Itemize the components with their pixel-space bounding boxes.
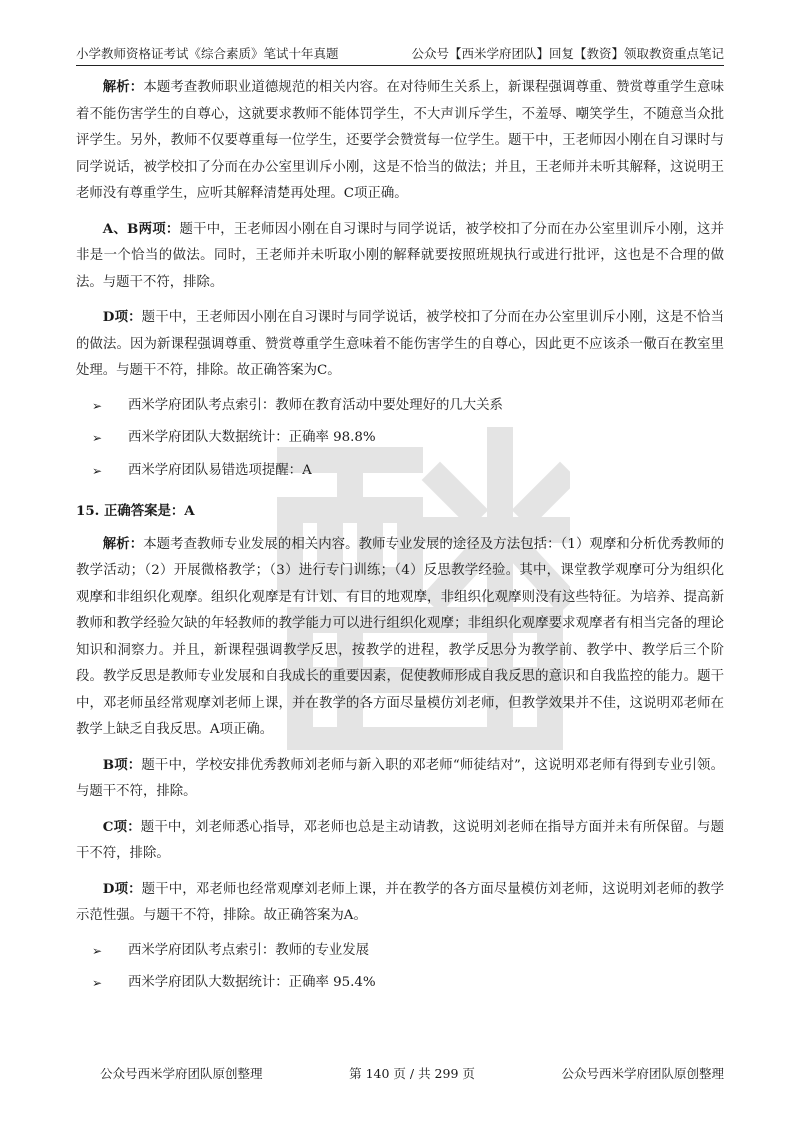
q15-bullet-text: 西米学府团队考点索引：教师的专业发展 xyxy=(128,942,370,958)
header-left: 小学教师资格证考试《综合素质》笔试十年真题 xyxy=(76,46,339,61)
q15-bullet-text: 西米学府团队大数据统计：正确率 95.4% xyxy=(128,975,376,990)
arrow-bullet-icon: ➢ xyxy=(92,463,103,478)
q14-ab-text: 题干中，王老师因小刚在自习课时与同学说话，被学校扣了分而在办公室里训斥小刚，这并非是一个恰当的做法。同时，王老师并未听取小刚的解释就要按照班规执行或进行批评，这也是不合理的做法。与题干不符，排除。 xyxy=(76,221,724,290)
arrow-bullet-icon: ➢ xyxy=(92,943,103,958)
q14-bullet-text: 西米学府团队易错选项提醒：A xyxy=(128,462,312,478)
q14-bullet-text: 西米学府团队大数据统计：正确率 98.8% xyxy=(128,430,376,445)
q15-option-d xyxy=(76,876,724,930)
q15-d-text: 题干中，邓老师也经常观摩刘老师上课，并在教学的各方面尽量模仿刘老师，这说明刘老师的教学示范性强。与题干不符，排除。故正确答案为A。 xyxy=(76,881,724,923)
footer-left: 公众号西米学府团队原创整理 xyxy=(100,1066,263,1081)
q15-analysis-label: 解析： xyxy=(102,535,144,552)
q15-bullet xyxy=(76,970,724,997)
q15-option-b xyxy=(76,752,724,806)
q15-c-text: 题干中，刘老师悉心指导，邓老师也总是主动请教，这说明刘老师在指导方面并未有所保留。与题干不符，排除。 xyxy=(76,819,724,861)
q14-bullet xyxy=(76,425,724,452)
q15-analysis xyxy=(76,531,724,744)
arrow-bullet-icon: ➢ xyxy=(92,976,103,990)
q14-ab-label: A、B两项： xyxy=(102,220,180,237)
page-number: 第 140 页 / 共 299 页 xyxy=(349,1066,475,1081)
arrow-bullet-icon: ➢ xyxy=(92,398,103,413)
q15-c-label: C项： xyxy=(102,818,141,835)
q14-analysis-text: 本题考查教师职业道德规范的相关内容。在对待师生关系上，新课程强调尊重、赞赏尊重学生意味着不能伤害学生的自尊心，这就要求教师不能体罚学生，不大声训斥学生，不羞辱、嘲笑学生，不随意当众批评学生。另外，教师不仅要尊重每一位学生，还要学会赞赏每一位学生。题干中，王老师因小刚在自习课时与同学说话，被学校扣了分而在办公室里训斥小刚，这是不恰当的做法；并且，王老师并未听其解释，这说明王老师没有尊重学生，应听其解释清楚再处理。C项正确。 xyxy=(76,80,725,201)
q15-b-text: 题干中，学校安排优秀教师刘老师与新入职的邓老师“师徒结对”，这说明邓老师有得到专业引领。与题干不符，排除。 xyxy=(76,757,724,799)
q14-analysis-label: 解析： xyxy=(102,79,144,95)
footer-right: 公众号西米学府团队原创整理 xyxy=(561,1066,724,1081)
header-right: 公众号【西米学府团队】回复【教资】领取教资重点笔记 xyxy=(411,46,724,61)
q14-bullet-text: 西米学府团队考点索引：教师在教育活动中要处理好的几大关系 xyxy=(128,397,503,413)
page-footer xyxy=(100,1064,724,1082)
page-header xyxy=(76,40,724,66)
q14-bullet xyxy=(76,393,724,420)
page-content xyxy=(76,74,724,997)
q15-b-label: B项： xyxy=(102,756,142,773)
q15-analysis-text: 本题考查教师专业发展的相关内容。教师专业发展的途径及方法包括：（1）观摩和分析优秀教师的教学活动；（2）开展微格教学；（3）进行专门训练；（4）反思教学经验。其中，课堂教学观摩可分为组织化观摩和非组织化观摩。组织化观摩是有计划、有目的地观摩，非组织化观摩则没有这些特征。为培养、提高新教师和教学经验欠缺的年轻教师的教学能力可以进行组织化观摩；非组织化观摩要求观摩者有相当完备的理论知识和洞察力。并且，新课程强调教学反思，按教学的进程，教学反思分为教学前、教学中、教学后三个阶段。教学反思是教师专业发展和自我成长的重要因素，促使教师形成自我反思的意识和自我监控的能力。题干中，邓老师虽经常观摩刘老师上课，并在教学的各方面尽量模仿刘老师，但教学效果并不佳，这说明邓老师在教学上缺乏自我反思。A项正确。 xyxy=(76,536,725,737)
q15-option-c xyxy=(76,814,724,868)
q14-analysis xyxy=(76,74,724,208)
q14-bullet xyxy=(76,458,724,485)
q14-d-label: D项： xyxy=(102,309,142,325)
q14-option-d xyxy=(76,304,724,385)
q15-d-label: D项： xyxy=(102,880,142,897)
q14-d-text: 题干中，王老师因小刚在自习课时与同学说话，被学校扣了分而在办公室里训斥小刚，这是不恰当的做法。因为新课程强调尊重、赞赏尊重学生意味着不能伤害学生的自尊心，因此更不应该杀一儆百在教室里处理。与题干不符，排除。故正确答案为C。 xyxy=(76,310,724,378)
q15-bullet xyxy=(76,938,724,965)
q15-heading: 15. 正确答案是：A xyxy=(76,503,195,519)
arrow-bullet-icon: ➢ xyxy=(92,431,103,445)
q14-option-ab xyxy=(76,216,724,297)
